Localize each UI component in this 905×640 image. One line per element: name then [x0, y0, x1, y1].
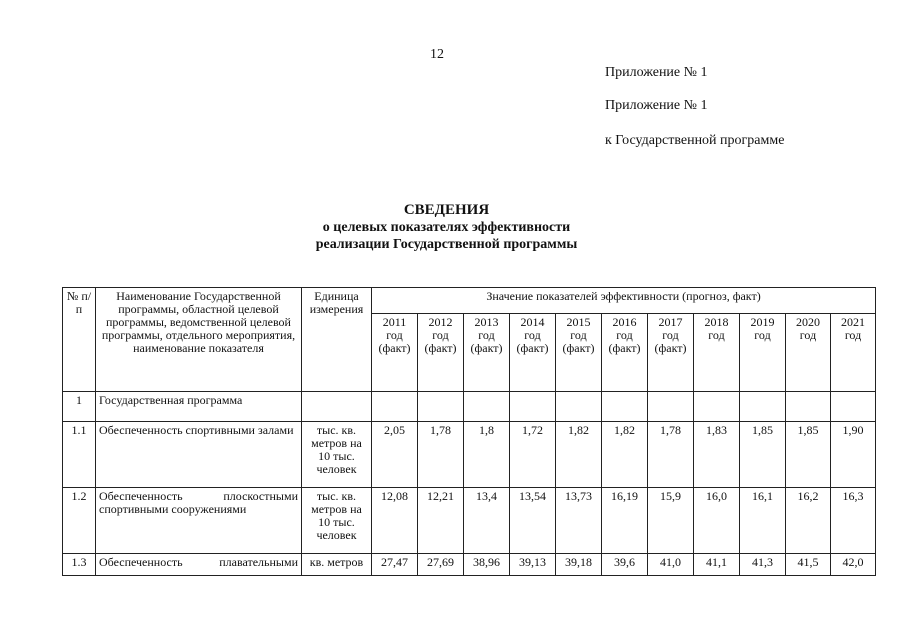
year-header-l2: (факт) — [470, 341, 503, 355]
year-header-l1: год — [616, 328, 633, 342]
year-header-l2: (факт) — [562, 341, 595, 355]
year-header-l2: (факт) — [654, 341, 687, 355]
year-header-year: 2011 — [382, 315, 407, 329]
row-num: 1.3 — [63, 554, 96, 576]
row-value: 1,82 — [602, 422, 648, 488]
row-value: 1,85 — [740, 422, 786, 488]
row-value: 15,9 — [648, 488, 694, 554]
section-value — [602, 392, 648, 422]
section-value — [648, 392, 694, 422]
year-header-l1: год — [662, 328, 679, 342]
row-indicator-name: Обеспеченность плавательными — [96, 554, 302, 576]
row-value: 41,3 — [740, 554, 786, 576]
section-value — [556, 392, 602, 422]
row-value: 39,6 — [602, 554, 648, 576]
page-number: 12 — [430, 47, 444, 62]
row-value: 16,1 — [740, 488, 786, 554]
title-line-3: реализации Государственной программы — [315, 237, 578, 252]
row-value: 1,78 — [418, 422, 464, 488]
row-indicator-name: Обеспеченность плоскостными спортивными сооружениями — [96, 488, 302, 554]
row-value: 16,19 — [602, 488, 648, 554]
row-value: 13,4 — [464, 488, 510, 554]
header-num: № п/п — [63, 288, 96, 392]
row-value: 1,78 — [648, 422, 694, 488]
section-num: 1 — [63, 392, 96, 422]
document-title — [0, 202, 893, 253]
row-indicator-name: Обеспеченность спортивными залами — [96, 422, 302, 488]
row-value: 12,21 — [418, 488, 464, 554]
row-value: 1,82 — [556, 422, 602, 488]
header-year-2018 — [694, 314, 740, 392]
row-unit: кв. метров — [302, 554, 372, 576]
row-value: 16,3 — [831, 488, 876, 554]
section-value — [510, 392, 556, 422]
header-year-2021 — [831, 314, 876, 392]
year-header-l1: год — [432, 328, 449, 342]
section-value — [694, 392, 740, 422]
row-value: 1,72 — [510, 422, 556, 488]
header-year-2016 — [602, 314, 648, 392]
section-row — [63, 392, 876, 422]
section-value — [372, 392, 418, 422]
section-value — [831, 392, 876, 422]
row-value: 39,18 — [556, 554, 602, 576]
indicators-table — [62, 287, 876, 576]
row-value: 1,83 — [694, 422, 740, 488]
row-value: 16,0 — [694, 488, 740, 554]
row-value: 1,85 — [786, 422, 831, 488]
year-header-year: 2018 — [704, 315, 729, 329]
section-unit — [302, 392, 372, 422]
year-header-l2: (факт) — [424, 341, 457, 355]
header-name: Наименование Государственной программы, областной целевой программы, ведомственной целевой программы, отдельного мероприятия, наименование показателя — [96, 288, 302, 392]
section-value — [464, 392, 510, 422]
row-value: 13,73 — [556, 488, 602, 554]
section-name: Государственная программа — [96, 392, 302, 422]
row-value: 16,2 — [786, 488, 831, 554]
row-value: 13,54 — [510, 488, 556, 554]
row-unit: тыс. кв. метров на 10 тыс. человек — [302, 422, 372, 488]
year-header-year: 2016 — [612, 315, 637, 329]
year-header-l1: год — [844, 328, 862, 342]
row-value: 1,8 — [464, 422, 510, 488]
header-year-2011 — [372, 314, 418, 392]
section-value — [418, 392, 464, 422]
row-value: 42,0 — [831, 554, 876, 576]
row-value: 41,0 — [648, 554, 694, 576]
row-value: 1,90 — [831, 422, 876, 488]
year-header-year: 2019 — [750, 315, 775, 329]
table-row — [63, 554, 876, 576]
row-value: 2,05 — [372, 422, 418, 488]
header-values: Значение показателей эффективности (прогноз, факт) — [372, 288, 876, 314]
header-unit: Единица измерения — [302, 288, 372, 392]
year-header-l1: год — [478, 328, 495, 342]
row-value: 41,1 — [694, 554, 740, 576]
row-num: 1.2 — [63, 488, 96, 554]
year-header-l1: год — [524, 328, 541, 342]
row-value: 39,13 — [510, 554, 556, 576]
row-value: 12,08 — [372, 488, 418, 554]
year-header-l1: год — [799, 328, 817, 342]
header-year-2014 — [510, 314, 556, 392]
appendix-line-3: к Государственной программе — [605, 133, 785, 148]
year-header-l1: год — [386, 328, 403, 342]
table-row — [63, 422, 876, 488]
header-year-2012 — [418, 314, 464, 392]
year-header-year: 2020 — [796, 315, 820, 329]
year-header-l2: (факт) — [516, 341, 549, 355]
row-value: 27,69 — [418, 554, 464, 576]
appendix-line-1: Приложение № 1 — [605, 65, 708, 80]
header-year-2020 — [786, 314, 831, 392]
year-header-year: 2014 — [520, 315, 545, 329]
year-header-year: 2015 — [566, 315, 591, 329]
year-header-l1: год — [754, 328, 771, 342]
appendix-line-2: Приложение № 1 — [605, 98, 708, 113]
row-value: 41,5 — [786, 554, 831, 576]
section-value — [786, 392, 831, 422]
header-year-2019 — [740, 314, 786, 392]
year-header-l1: год — [570, 328, 587, 342]
row-value: 38,96 — [464, 554, 510, 576]
section-value — [740, 392, 786, 422]
row-unit: тыс. кв. метров на 10 тыс. человек — [302, 488, 372, 554]
year-header-year: 2021 — [841, 315, 866, 329]
year-header-l2: (факт) — [378, 341, 411, 355]
year-header-year: 2013 — [474, 315, 499, 329]
title-line-2: о целевых показателях эффективности — [322, 220, 571, 235]
year-header-year: 2012 — [428, 315, 453, 329]
header-year-2017 — [648, 314, 694, 392]
row-num: 1.1 — [63, 422, 96, 488]
year-header-l2: (факт) — [608, 341, 641, 355]
header-year-2013 — [464, 314, 510, 392]
title-line-1: СВЕДЕНИЯ — [403, 202, 490, 218]
row-value: 27,47 — [372, 554, 418, 576]
year-header-l1: год — [708, 328, 725, 342]
header-year-2015 — [556, 314, 602, 392]
table-row — [63, 488, 876, 554]
year-header-year: 2017 — [658, 315, 683, 329]
